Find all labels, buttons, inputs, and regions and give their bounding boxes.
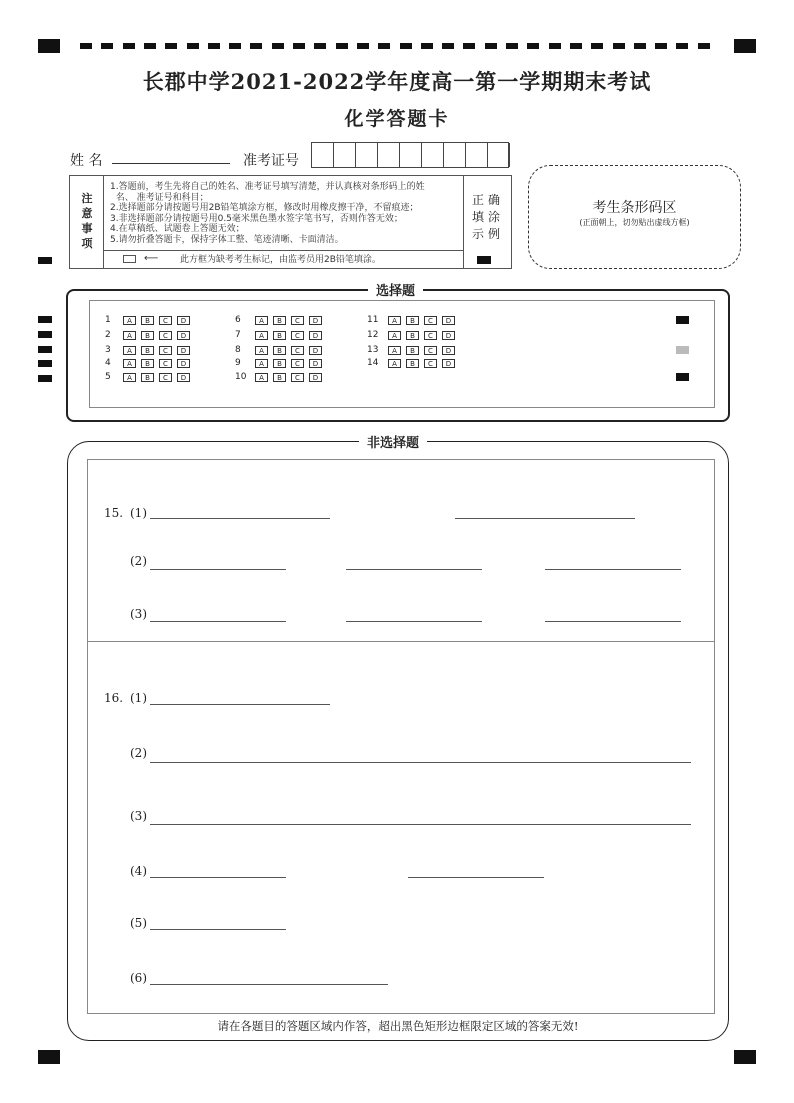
q16-number: 16. [104,691,124,705]
exam-no-cell[interactable] [378,143,400,167]
exam-no-cell[interactable] [422,143,444,167]
q15-part-2-answer[interactable] [150,569,286,570]
q16-part-3-answer[interactable] [150,824,691,825]
q15-number: 15. [104,506,124,520]
notice-line: 2.选择题部分请按题号用2B铅笔填涂方框，修改时用橡皮擦干净，不留痕迹； [110,203,419,213]
notice-line: 5.请勿折叠答题卡，保持字体工整、笔迹清晰、卡面清洁。 [110,234,344,245]
choice-option-b[interactable]: B [273,373,286,382]
corner-mark-bottom-right [734,1050,756,1064]
q15-part-1-label: (1) [130,506,147,520]
corner-mark-top-left [38,39,60,53]
side-mark [38,331,52,338]
correct-fill-mark [477,256,491,264]
choice-option-d[interactable]: D [309,346,322,355]
timing-mark [442,43,454,49]
corner-mark-bottom-left [38,1050,60,1064]
choice-option-b[interactable]: B [141,346,154,355]
choice-question-number: 14 [367,358,379,368]
choice-option-d[interactable]: D [309,373,322,382]
choice-question-number: 5 [105,372,111,382]
exam-no-cell[interactable] [444,143,466,167]
notice-divider-left [103,175,104,269]
timing-mark [293,43,305,49]
timing-mark [613,43,625,49]
timing-mark [549,43,561,49]
choice-option-c[interactable]: C [291,331,304,340]
exam-no-grid[interactable] [311,142,509,168]
q15-part-2-answer[interactable] [545,569,681,570]
choice-option-c[interactable]: C [291,373,304,382]
nonchoice-section-title: 非选择题 [359,432,427,451]
notice-line: 1.答题前，考生先将自己的姓名、准考证号填写清楚，并认真核对条形码上的姓 [110,182,425,192]
notice-divider-bottom [103,250,464,251]
timing-mark [250,43,262,49]
choice-mark [676,316,689,324]
choice-option-a[interactable]: A [255,331,268,340]
timing-mark [676,43,688,49]
choice-option-a[interactable]: A [123,316,136,325]
q16-part-1-answer[interactable] [150,704,330,705]
choice-option-b[interactable]: B [273,359,286,368]
side-mark [38,316,52,323]
corner-mark-top-right [734,39,756,53]
side-mark [38,346,52,353]
barcode-note: (正面朝上，切勿贴出虚线方框) [579,218,690,227]
q15-part-1-answer[interactable] [150,518,330,519]
choice-option-d[interactable]: D [442,359,455,368]
notice-line: 名、 准考证号和科目； [110,192,209,203]
q15-part-3-answer[interactable] [150,621,286,622]
choice-option-d[interactable]: D [177,359,190,368]
choice-question-number: 6 [235,315,241,325]
timing-mark [400,43,412,49]
side-mark [38,360,52,367]
q-divider [87,641,715,642]
timing-mark [655,43,667,49]
choice-mark [676,346,689,354]
choice-option-d[interactable]: D [309,316,322,325]
choice-option-b[interactable]: B [406,316,419,325]
q15-part-1-answer[interactable] [455,518,635,519]
timing-mark [570,43,582,49]
choice-option-a[interactable]: A [388,359,401,368]
choice-option-b[interactable]: B [406,359,419,368]
timing-mark [144,43,156,49]
footer-warning: 请在各题目的答题区域内作答，超出黑色矩形边框限定区域的答案无效! [217,1019,579,1033]
exam-no-cell[interactable] [356,143,378,167]
choice-question-number: 4 [105,358,111,368]
timing-mark [314,43,326,49]
choice-option-d[interactable]: D [309,331,322,340]
choice-option-c[interactable]: C [291,346,304,355]
choice-option-a[interactable]: A [123,359,136,368]
choice-option-d[interactable]: D [442,316,455,325]
timing-mark [378,43,390,49]
choice-question-number: 2 [105,330,111,340]
sheet-title: 化学答题卡 [344,108,450,130]
exam-no-cell[interactable] [400,143,422,167]
timing-mark [229,43,241,49]
choice-question-number: 10 [235,372,247,382]
exam-title: 长郡中学2021-2022学年度高一第一学期期末考试 [142,69,652,94]
choice-option-b[interactable]: B [141,373,154,382]
choice-option-a[interactable]: A [388,331,401,340]
timing-mark [698,43,710,49]
choice-option-b[interactable]: B [273,331,286,340]
choice-option-b[interactable]: B [273,316,286,325]
exam-no-cell[interactable] [334,143,356,167]
choice-option-a[interactable]: A [388,316,401,325]
choice-option-b[interactable]: B [406,346,419,355]
q15-part-2-answer[interactable] [346,569,482,570]
exam-no-cell[interactable] [488,143,510,167]
choice-option-b[interactable]: B [141,316,154,325]
choice-option-a[interactable]: A [123,373,136,382]
timing-mark [272,43,284,49]
timing-mark [101,43,113,49]
choice-question-number: 7 [235,330,241,340]
notice-divider-right [463,175,464,269]
timing-mark [336,43,348,49]
notice-heading-text: 注意事项 [81,192,93,250]
choice-question-number: 9 [235,358,241,368]
q15-part-3-answer[interactable] [346,621,482,622]
q16-part-4-answer[interactable] [408,877,544,878]
choice-question-number: 11 [367,315,379,325]
choice-question-number: 1 [105,315,111,325]
q16-part-1-label: (1) [130,691,147,705]
notice-heading [78,191,96,251]
name-field[interactable] [112,163,230,164]
absent-note: 此方框为缺考考生标记，由监考员用2B铅笔填涂。 [180,255,381,265]
choice-mark [676,373,689,381]
choice-option-c[interactable]: C [159,316,172,325]
q16-part-5-label: (5) [130,916,147,930]
side-mark [38,375,52,382]
choice-option-c[interactable]: C [291,359,304,368]
exam-no-cell[interactable] [466,143,488,167]
choice-option-c[interactable]: C [424,346,437,355]
q16-part-2-answer[interactable] [150,762,691,763]
timing-mark [506,43,518,49]
timing-mark [527,43,539,49]
choice-option-c[interactable]: C [159,359,172,368]
side-mark [38,257,52,264]
timing-mark [187,43,199,49]
choice-option-d[interactable]: D [177,346,190,355]
choice-option-d[interactable]: D [442,346,455,355]
timing-mark [208,43,220,49]
barcode-title: 考生条形码区 [592,200,677,216]
q15-part-3-label: (3) [130,607,147,621]
choice-option-b[interactable]: B [141,331,154,340]
q16-part-6-label: (6) [130,971,147,985]
q16-part-5-answer[interactable] [150,929,286,930]
choice-option-a[interactable]: A [255,316,268,325]
exam-no-label: 准考证号 [243,153,299,169]
q16-part-4-answer[interactable] [150,877,286,878]
q16-part-4-label: (4) [130,864,147,878]
timing-mark [357,43,369,49]
timing-mark [485,43,497,49]
q16-part-3-label: (3) [130,809,147,823]
timing-mark [421,43,433,49]
notice-line: 4.在草稿纸、试题卷上答题无效； [110,224,245,234]
absent-mark-box[interactable] [123,255,136,263]
choice-option-c[interactable]: C [424,331,437,340]
choice-question-number: 3 [105,345,111,355]
choice-option-c[interactable]: C [159,346,172,355]
q15-part-2-label: (2) [130,554,147,568]
q16-part-2-label: (2) [130,746,147,760]
name-label: 姓 名 [70,153,103,169]
timing-mark [634,43,646,49]
choice-option-b[interactable]: B [273,346,286,355]
correct-fill-label: 正确填涂示例 [471,193,504,241]
choice-question-number: 13 [367,345,379,355]
nonchoice-inner-frame [87,459,715,1014]
choice-option-a[interactable]: A [388,346,401,355]
choice-option-c[interactable]: C [159,331,172,340]
choice-option-c[interactable]: C [424,316,437,325]
choice-option-b[interactable]: B [141,359,154,368]
choice-option-a[interactable]: A [255,373,268,382]
notice-lines [110,182,460,245]
choice-option-a[interactable]: A [255,359,268,368]
timing-mark [591,43,603,49]
timing-mark [80,43,92,49]
correct-fill-example [468,192,508,243]
choice-option-a[interactable]: A [123,331,136,340]
q16-part-6-answer[interactable] [150,984,388,985]
absent-arrow-icon: ⟵ [144,253,159,264]
choice-option-d[interactable]: D [177,316,190,325]
choice-option-c[interactable]: C [424,359,437,368]
timing-mark [463,43,475,49]
timing-mark [165,43,177,49]
exam-no-cell[interactable] [312,143,334,167]
q15-part-3-answer[interactable] [545,621,681,622]
timing-mark [123,43,135,49]
choice-question-number: 8 [235,345,241,355]
choice-question-number: 12 [367,330,379,340]
choice-option-d[interactable]: D [442,331,455,340]
choice-option-d[interactable]: D [177,331,190,340]
choice-option-c[interactable]: C [291,316,304,325]
notice-line: 3.非选择题部分请按题号用0.5毫米黑色墨水签字笔书写，否则作答无效； [110,213,403,224]
choice-section-title: 选择题 [368,280,423,299]
choice-option-a[interactable]: A [255,346,268,355]
choice-option-d[interactable]: D [177,373,190,382]
choice-option-a[interactable]: A [123,346,136,355]
choice-option-b[interactable]: B [406,331,419,340]
choice-option-d[interactable]: D [309,359,322,368]
choice-option-c[interactable]: C [159,373,172,382]
